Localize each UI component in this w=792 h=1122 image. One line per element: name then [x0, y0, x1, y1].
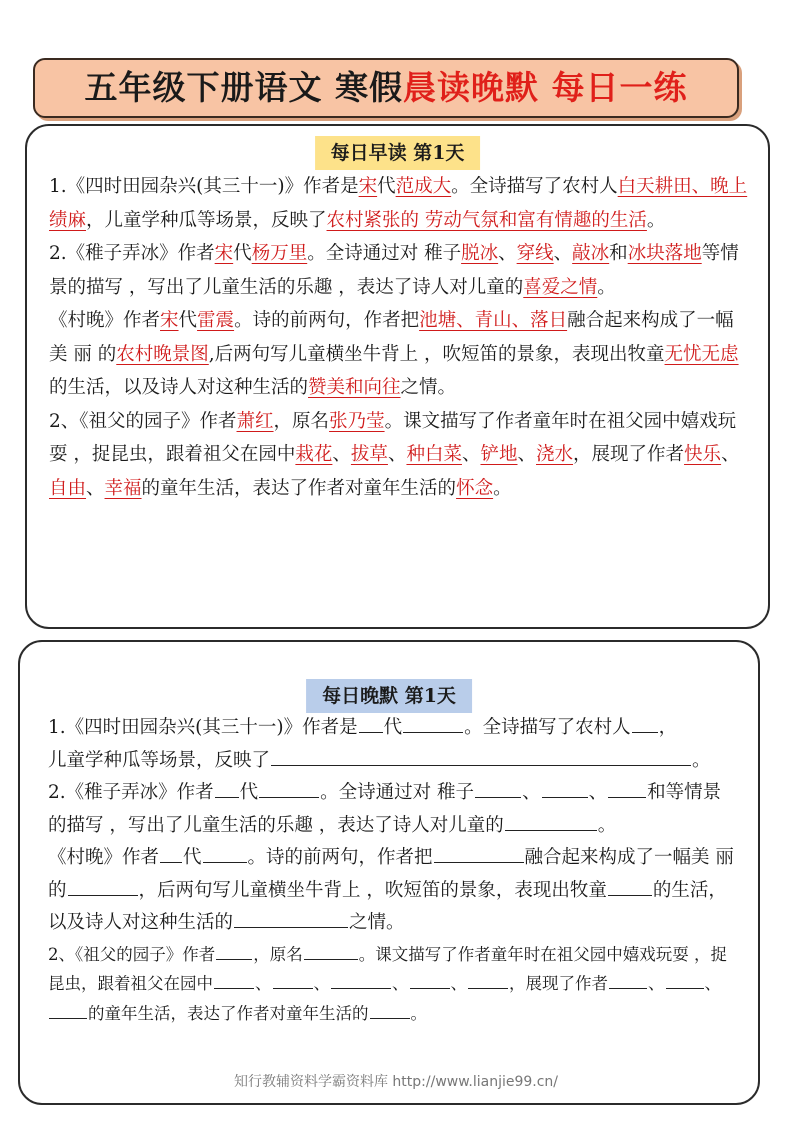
text: 、 — [332, 444, 351, 465]
text: 1.《四时田园杂兴(其三十一)》作者是 — [49, 176, 359, 197]
evening-heading: 每日晚默 第1天 — [306, 679, 472, 713]
text: 。 — [597, 276, 616, 298]
text: 2、《祖父的园子》作者 — [48, 944, 216, 964]
text: 、 — [721, 444, 740, 465]
text: 的童年生活，表达了作者对童年生活的 — [141, 477, 457, 499]
text: 。全诗通过对 稚子 — [307, 243, 462, 264]
answer: 喜爱之情 — [523, 276, 598, 298]
text: 代 — [233, 243, 252, 264]
text: 。全诗通过对 稚子 — [320, 782, 475, 803]
fill-blank[interactable] — [608, 877, 652, 896]
text: 融合起来构成了一幅美 丽 的 — [48, 847, 734, 901]
answer: 宋 — [214, 243, 234, 264]
fill-blank[interactable] — [609, 970, 647, 989]
fill-blank[interactable] — [359, 714, 383, 733]
text: 。 — [692, 749, 711, 771]
fill-blank[interactable] — [216, 941, 252, 960]
fill-blank[interactable] — [542, 779, 588, 798]
text: 。 — [597, 814, 617, 836]
answer: 怀念 — [456, 477, 494, 499]
text: 。 — [410, 1003, 427, 1023]
fill-blank[interactable] — [632, 714, 658, 733]
text: 、 — [648, 974, 665, 993]
fill-blank[interactable] — [331, 970, 391, 989]
answer: 范成大 — [395, 176, 452, 197]
text: 1.《四时田园杂兴(其三十一)》作者是 — [48, 717, 358, 738]
answer: 种白菜 — [406, 444, 462, 465]
text: 、 — [553, 243, 573, 264]
text: ，展现了作者 — [509, 974, 608, 993]
fill-blank[interactable] — [410, 970, 450, 989]
text: ,后两句写儿童横坐牛背上 ，吹短笛的景象，表现出牧童 — [208, 343, 665, 365]
answer: 穿线 — [516, 243, 554, 264]
answer: 农村晚景图 — [116, 343, 209, 365]
text: ，展现了作者 — [573, 444, 685, 465]
fill-blank[interactable] — [304, 941, 358, 960]
answer: 铲地 — [480, 444, 518, 465]
text: 代 — [377, 176, 396, 197]
text: 融合起来构成了一幅美 丽 的 — [49, 310, 734, 365]
text: ，原名 — [253, 944, 303, 964]
answer: 栽花 — [295, 444, 333, 465]
answer: 快乐 — [684, 444, 722, 465]
title-part-2: 晨读晚默 每日一练 — [403, 68, 688, 107]
page-title — [85, 68, 688, 107]
title-banner — [33, 58, 739, 118]
text: 儿童学种瓜等场景，反映了 — [48, 749, 271, 771]
evening-paragraph-4 — [48, 940, 738, 1029]
answer: 拔草 — [350, 444, 388, 465]
evening-body — [48, 712, 738, 1028]
text: 等情景的描写 ，写出了儿童生活的乐趣 ，表达了诗人对儿童的 — [49, 243, 739, 298]
answer: 宋 — [160, 310, 179, 331]
fill-blank[interactable] — [370, 1000, 410, 1019]
text: 。 — [646, 209, 666, 231]
evening-dictation-card — [18, 640, 760, 1105]
text: 、 — [498, 243, 517, 264]
text: ， — [658, 717, 678, 738]
text: 等情景的描写 ，写出了儿童生活的乐趣 ，表达了诗人对儿童的 — [48, 782, 722, 836]
fill-blank[interactable] — [608, 779, 646, 798]
text: 。诗的前两句，作者把 — [234, 310, 420, 331]
text: 的童年生活，表达了作者对童年生活的 — [88, 1003, 369, 1023]
answer: 脱冰 — [461, 243, 499, 264]
answer: 萧红 — [236, 410, 274, 432]
text: 之情。 — [349, 912, 405, 933]
answer: 幸福 — [104, 477, 142, 499]
text: 。课文描写了作者童年时在祖父园中嬉戏玩耍 ，捉昆虫，跟着祖父在园中 — [48, 944, 727, 993]
text: 、 — [86, 477, 105, 499]
text: 、 — [588, 782, 608, 803]
title-part-1: 五年级下册语文 寒假 — [84, 68, 403, 107]
answer: 杨万里 — [251, 243, 308, 264]
fill-blank[interactable] — [259, 779, 319, 798]
fill-blank[interactable] — [468, 970, 508, 989]
morning-paragraph-1 — [49, 170, 749, 237]
text: 、 — [522, 782, 541, 803]
text: 和 — [647, 782, 666, 803]
text: 、 — [255, 974, 272, 993]
text: ，原名 — [273, 410, 330, 432]
fill-blank[interactable] — [434, 844, 524, 863]
fill-blank[interactable] — [68, 877, 138, 896]
text: ，后两句写儿童横坐牛背上 ，吹短笛的景象，表现出牧童 — [138, 879, 607, 901]
fill-blank[interactable] — [215, 779, 239, 798]
text: 之情。 — [400, 377, 457, 398]
text: 。课文描写了作者童年时在祖父园中嬉戏玩耍 ，捉昆虫，跟着祖父在园中 — [49, 410, 737, 465]
text: 。全诗描写了农村人 — [451, 176, 618, 197]
answer: 敲冰 — [572, 243, 610, 264]
fill-blank[interactable] — [403, 714, 463, 733]
morning-heading: 每日早读 第1天 — [315, 136, 481, 170]
answer: 白天耕田、晚上绩麻 — [49, 176, 748, 231]
evening-paragraph-2 — [48, 777, 738, 842]
fill-blank[interactable] — [160, 844, 182, 863]
answer: 池塘、青山、落日 — [419, 310, 568, 331]
fill-blank[interactable] — [203, 844, 247, 863]
text: 、 — [387, 444, 407, 465]
answer: 自由 — [49, 477, 87, 499]
answer: 浇水 — [536, 444, 574, 465]
fill-blank[interactable] — [234, 909, 348, 928]
text: 、 — [313, 974, 330, 993]
answer: 张乃莹 — [329, 410, 385, 432]
text: 、 — [517, 444, 537, 465]
text: 《村晚》作者 — [48, 847, 160, 868]
text: 代 — [183, 847, 202, 868]
text: 、 — [450, 974, 467, 993]
morning-reading-card — [25, 124, 770, 629]
morning-paragraph-2 — [49, 237, 749, 304]
text: 。全诗描写了农村人 — [464, 717, 631, 738]
answer: 赞美和向往 — [308, 377, 401, 398]
answer: 无忧无虑 — [664, 343, 739, 365]
evening-paragraph-1 — [48, 712, 738, 777]
text: 代 — [239, 782, 259, 803]
text: 的生活，以及诗人对这种生活的 — [49, 377, 309, 398]
answer: 宋 — [358, 176, 378, 197]
text: 和 — [609, 243, 628, 264]
answer: 冰块落地 — [627, 243, 702, 264]
text: 2.《稚子弄冰》作者 — [48, 782, 214, 803]
text: 代 — [178, 310, 198, 331]
fill-blank[interactable] — [505, 812, 597, 831]
fill-blank[interactable] — [475, 779, 521, 798]
footer-watermark: 知行教辅资料学霸资料库 http://www.lianjie99.cn/ — [233, 1074, 559, 1090]
fill-blank[interactable] — [214, 970, 254, 989]
morning-body — [49, 170, 749, 505]
text: ，儿童学种瓜等场景，反映了 — [86, 209, 327, 231]
text: 、 — [392, 974, 409, 993]
text: 代 — [383, 717, 403, 738]
text: 。诗的前两句，作者把 — [247, 847, 433, 868]
text: 2.《稚子弄冰》作者 — [49, 243, 215, 264]
answer: 雷震 — [197, 310, 235, 331]
text: 2、《祖父的园子》作者 — [49, 410, 237, 432]
text: 《村晚》作者 — [49, 310, 161, 331]
morning-paragraph-4 — [49, 405, 749, 506]
text: 、 — [461, 444, 481, 465]
answer: 农村紧张的 劳动气氛和富有情趣的生活 — [326, 209, 647, 231]
fill-blank[interactable] — [49, 1000, 87, 1019]
fill-blank[interactable] — [273, 970, 313, 989]
text: 的生活，以及诗人对这种生活的 — [48, 879, 727, 933]
text: 、 — [704, 974, 721, 993]
morning-paragraph-3 — [49, 304, 749, 405]
fill-blank[interactable] — [666, 970, 704, 989]
text: 。 — [493, 477, 512, 499]
fill-blank[interactable] — [271, 747, 691, 766]
evening-paragraph-3 — [48, 842, 738, 940]
